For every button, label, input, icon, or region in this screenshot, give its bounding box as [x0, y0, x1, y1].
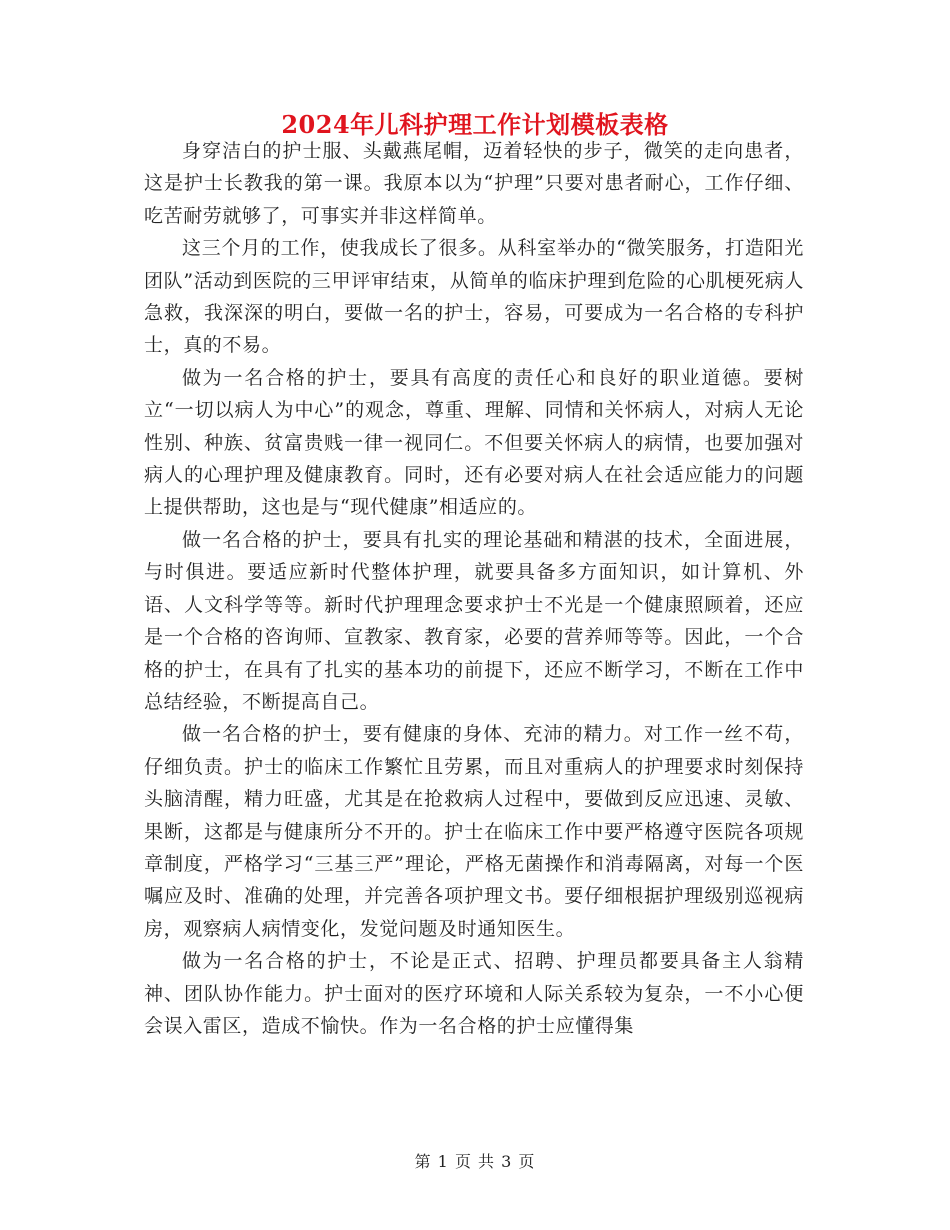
- document-body: [144, 135, 804, 1042]
- paragraph-2: 这三个月的工作，使我成长了很多。从科室举办的“微笑服务，打造阳光团队”活动到医院的三甲评审结束，从简单的临床护理到危险的心肌梗死病人急救，我深深的明白，要做一名的护士，容易，可要成为一名合格的专科护士，真的不易。: [144, 237, 804, 357]
- paragraph-6: 做为一名合格的护士，不论是正式、招聘、护理员都要具备主人翁精神、团队协作能力。护士面对的医疗环境和人际关系较为复杂，一不小心便会误入雷区，造成不愉快。作为一名合格的护士应懂得集: [144, 950, 804, 1037]
- paragraph-1: 身穿洁白的护士服、头戴燕尾帽，迈着轻快的步子，微笑的走向患者，这是护士长教我的第一课。我原本以为“护理”只要对患者耐心，工作仔细、吃苦耐劳就够了，可事实并非这样简单。: [144, 140, 804, 227]
- paragraph-4: 做一名合格的护士，要具有扎实的理论基础和精湛的技术，全面进展，与时俱进。要适应新时代整体护理，就要具备多方面知识，如计算机、外语、人文科学等等。新时代护理理念要求护士不光是一个健康照顾着，还应是一个合格的咨询师、宣教家、教育家，必要的营养师等等。因此，一个合格的护士，在具有了扎实的基本功的前提下，还应不断学习，不断在工作中总结经验，不断提高自己。: [144, 528, 804, 713]
- paragraph-5: 做一名合格的护士，要有健康的身体、充沛的精力。对工作一丝不苟，仔细负责。护士的临床工作繁忙且劳累，而且对重病人的护理要求时刻保持头脑清醒，精力旺盛，尤其是在抢救病人过程中，要做到反应迅速、灵敏、果断，这都是与健康所分不开的。护士在临床工作中要严格遵守医院各项规章制度，严格学习“三基三严”理论，严格无菌操作和消毒隔离，对每一个医嘱应及时、准确的处理，并完善各项护理文书。要仔细根据护理级别巡视病房，观察病人病情变化，发觉问题及时通知医生。: [144, 723, 804, 940]
- document-title: 2024年儿科护理工作计划模板表格: [281, 110, 669, 139]
- page-number-footer: 第 1 页 共 3 页: [414, 1152, 536, 1171]
- paragraph-3: 做为一名合格的护士，要具有高度的责任心和良好的职业道德。要树立“一切以病人为中心”的观念，尊重、理解、同情和关怀病人，对病人无论性别、种族、贫富贵贱一律一视同仁。不但要关怀病人的病情，也要加强对病人的心理护理及健康教育。同时，还有必要对病人在社会适应能力的问题上提供帮助，这也是与“现代健康”相适应的。: [144, 366, 804, 519]
